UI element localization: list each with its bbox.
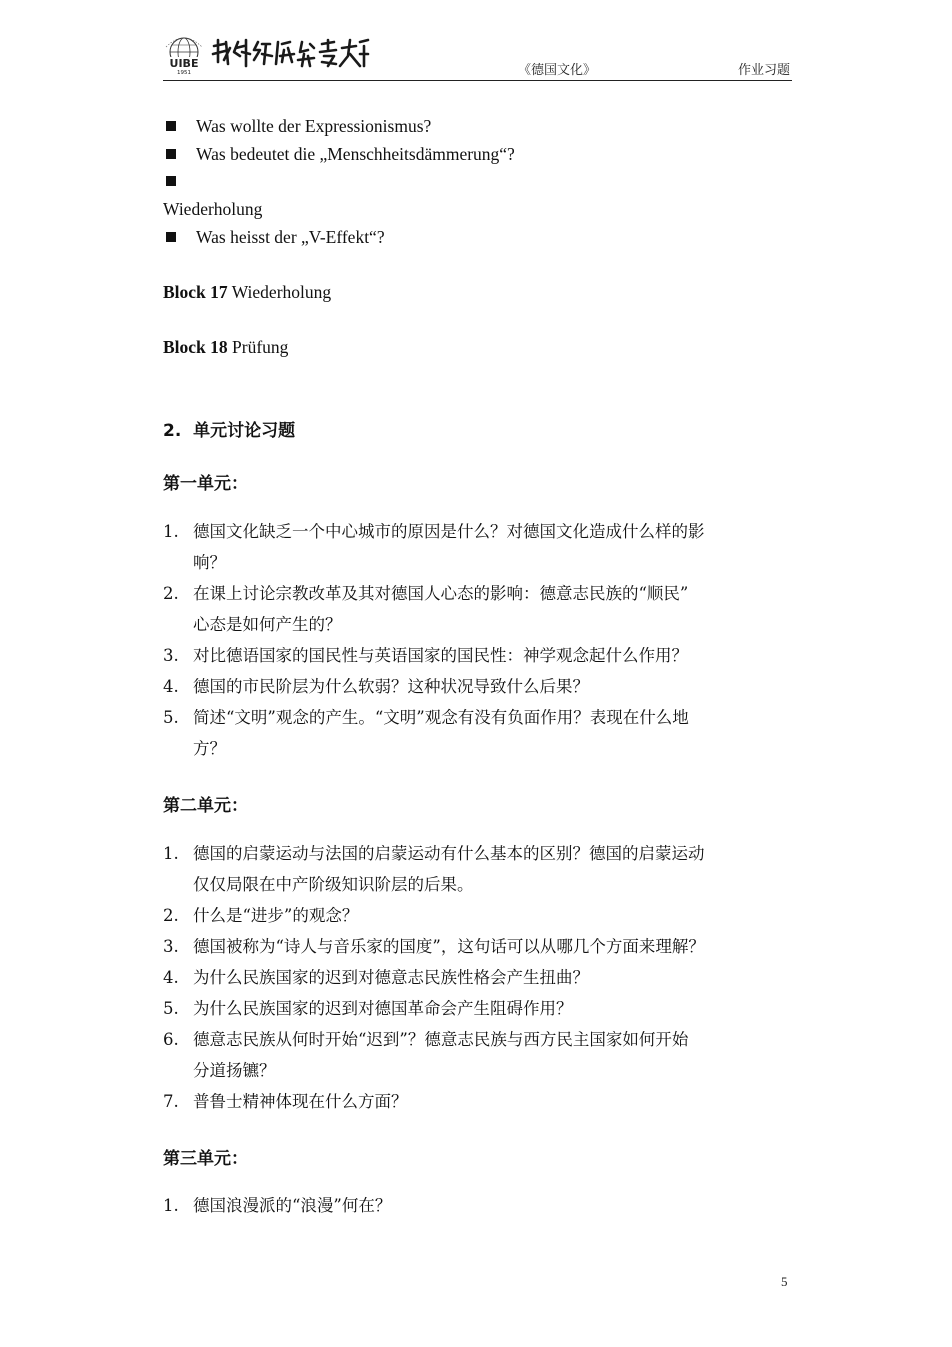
square-bullet-icon (166, 232, 176, 242)
unit-1-question-5: 5. 简述“文明”观念的产生。“文明”观念有没有负面作用？表现在什么地 方？ (163, 708, 689, 758)
unit-2-question-6: 6. 德意志民族从何时开始“迟到”？德意志民族与西方民主国家如何开始 分道扬镳？ (163, 1030, 689, 1080)
block-18-line: Block 18 Prüfung (163, 337, 289, 357)
unit-2-question-3: 3. 德国被称为“诗人与音乐家的国度”，这句话可以从哪几个方面来理解？ (163, 937, 705, 956)
svg-text:1951: 1951 (177, 70, 191, 75)
square-bullet-icon (166, 176, 176, 186)
square-bullet-icon (166, 149, 176, 159)
wiederholung-line: Wiederholung (163, 199, 263, 219)
unit-2-question-4: 4. 为什么民族国家的迟到对德意志民族性格会产生扭曲？ (163, 968, 589, 987)
unit-3-question-1: 1. 德国浪漫派的“浪漫”何在？ (163, 1196, 392, 1215)
bullet-item: Was bedeutet die „Menschheitsdämmerung“? (163, 144, 515, 165)
page-number: 5 (781, 1274, 788, 1289)
header-course-title: 《德国文化》 (518, 63, 597, 78)
unit-3-heading: 第三单元： (163, 1149, 248, 1169)
unit-1-question-1: 1. 德国文化缺乏一个中心城市的原因是什么？对德国文化造成什么样的影 响？ (163, 522, 705, 572)
unit-1-question-2: 2. 在课上讨论宗教改革及其对德国人心态的影响：德意志民族的“顺民” 心态是如何产生的？ (163, 584, 689, 634)
unit-2-question-1: 1. 德国的启蒙运动与法国的启蒙运动有什么基本的区别？德国的启蒙运动 仅仅局限在中产阶级知识阶层的后果。 (163, 844, 705, 894)
unit-2-heading: 第二单元： (163, 796, 248, 816)
section-2-heading: 2. 单元讨论习题 (163, 421, 296, 441)
unit-2-question-5: 5. 为什么民族国家的迟到对德国革命会产生阻碍作用？ (163, 999, 573, 1018)
unit-2-question-7: 7. 普鲁士精神体现在什么方面？ (163, 1092, 408, 1111)
unit-1-question-3: 3. 对比德语国家的国民性与英语国家的国民性：神学观念起什么作用？ (163, 646, 688, 665)
page-header (163, 32, 792, 81)
unit-1-heading: 第一单元： (163, 474, 248, 494)
unit-2-question-2: 2. 什么是“进步”的观念？ (163, 906, 359, 925)
bullet-item-empty (163, 171, 196, 192)
header-section-label: 作业习题 (737, 63, 790, 78)
block-label: Block 18 (163, 337, 228, 357)
block-label: Block 17 (163, 282, 228, 302)
university-name-calligraphy (210, 36, 370, 72)
bullet-item: Was heisst der „V-Effekt“? (163, 227, 385, 248)
bullet-item: Was wollte der Expressionismus? (163, 116, 431, 137)
university-seal-logo (163, 35, 205, 75)
svg-text:UIBE: UIBE (169, 57, 199, 70)
square-bullet-icon (166, 121, 176, 131)
block-17-line: Block 17 Wiederholung (163, 282, 332, 302)
unit-1-question-4: 4. 德国的市民阶层为什么软弱？这种状况导致什么后果？ (163, 677, 589, 696)
